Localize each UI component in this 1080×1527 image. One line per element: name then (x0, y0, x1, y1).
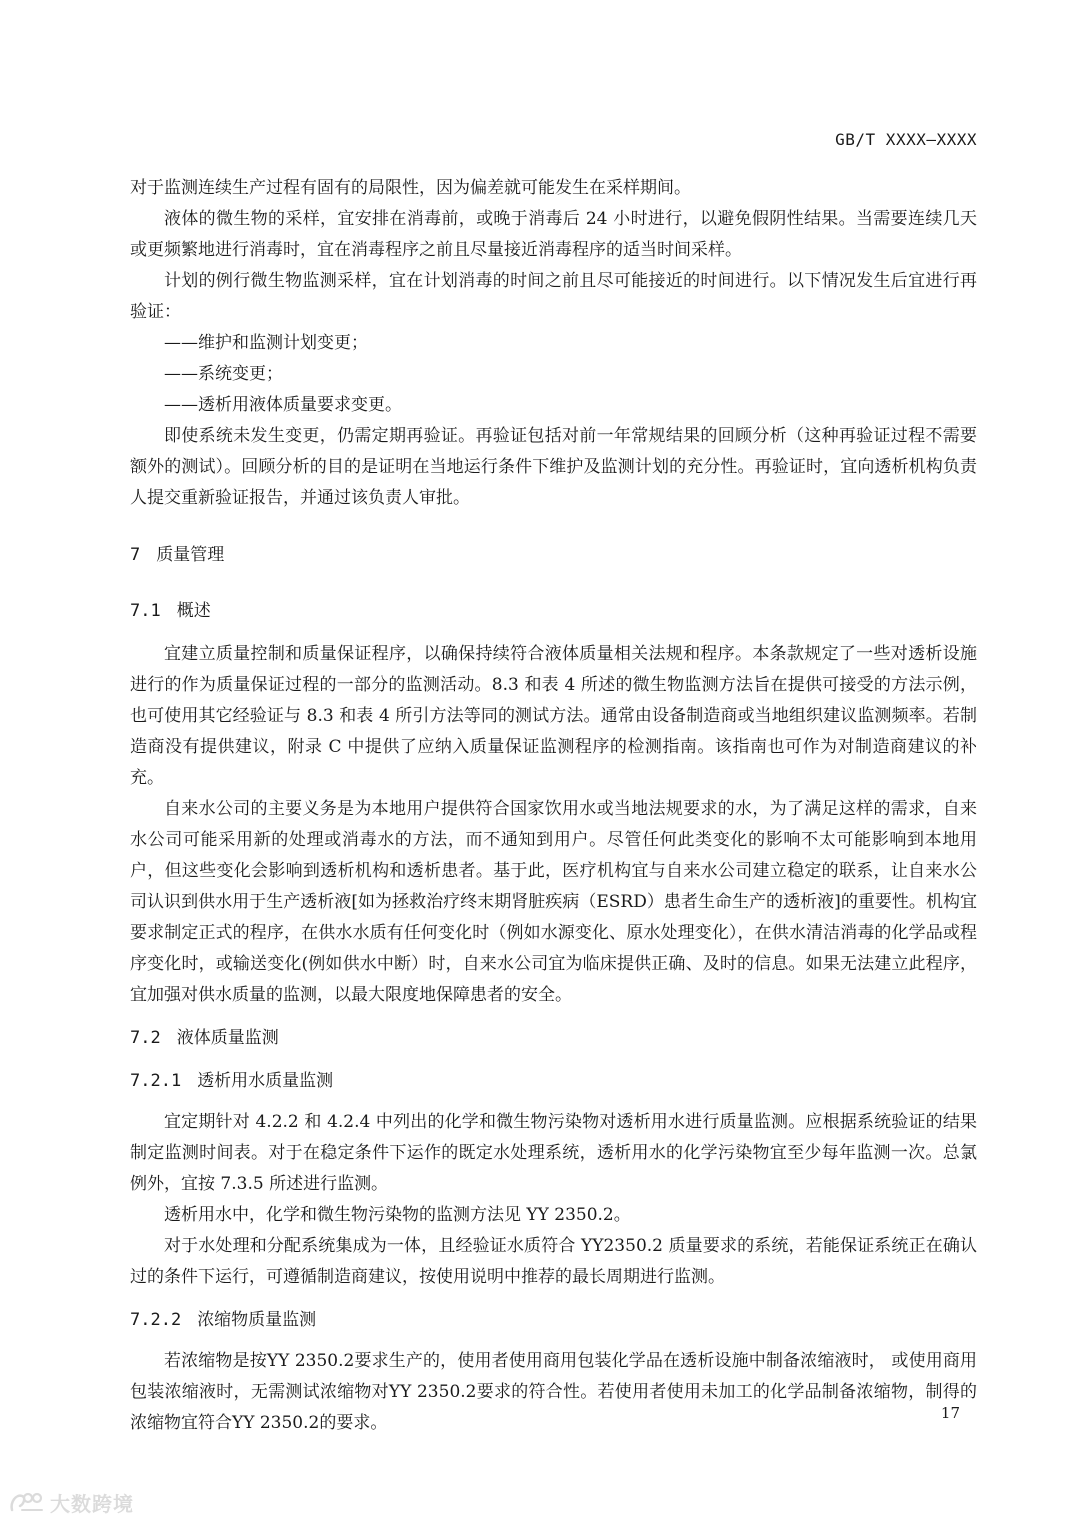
paragraph-integrated-system: 对于水处理和分配系统集成为一体，且经验证水质符合 YY2350.2 质量要求的系统，若能保证系统正在确认过的条件下运行，可遵循制造商建议，按使用说明中推荐的最长周期进行监测。 (130, 1236, 977, 1287)
page-content (130, 173, 977, 1439)
paragraph-planned-sampling: 计划的例行微生物监测采样，宜在计划消毒的时间之前且尽可能接近的时间进行。以下情况发生后宜进行再验证： (130, 271, 977, 322)
watermark (8, 1488, 134, 1517)
standard-number: GB/T XXXX—XXXX (835, 130, 977, 149)
paragraph-continuation: 对于监测连续生产过程有固有的局限性，因为偏差就可能发生在采样期间。 (130, 178, 691, 198)
paragraph-water-company: 自来水公司的主要义务是为本地用户提供符合国家饮用水或当地法规要求的水，为了满足这样的需求，自来水公司可能采用新的处理或消毒水的方法，而不通知到用户。尽管任何此类变化的影响不太可能影响到本地用户，但这些变化会影响到透析机构和透析患者。基于此，医疗机构宜与自来水公司建立稳定的联系，让自来水公司认识到供水用于生产透析液[如为拯救治疗终末期肾脏疾病（ESRD）患者生命生产的透析液]的重要性。机构宜要求制定正式的程序，在供水水质有任何变化时（例如水源变化、原水处理变化），在供水清洁消毒的化学品或程序变化时，或输送变化(例如供水中断）时，自来水公司宜为临床提供正确、及时的信息。如果无法建立此程序，宜加强对供水质量的监测，以最大限度地保障患者的安全。 (130, 799, 977, 1005)
list-item: ——维护和监测计划变更； (164, 333, 368, 353)
section-heading-7-1 (130, 596, 977, 627)
section-number: 7.2 (130, 1028, 161, 1048)
list-item: ——透析用液体质量要求变更。 (164, 395, 402, 415)
section-title: 质量管理 (156, 545, 225, 565)
section-number: 7.1 (130, 601, 161, 621)
paragraph-monitoring-methods: 透析用水中，化学和微生物污染物的监测方法见 YY 2350.2。 (164, 1205, 631, 1225)
paragraph-overview: 宜建立质量控制和质量保证程序，以确保持续符合液体质量相关法规和程序。本条款规定了一些对透析设施进行的作为质量保证过程的一部分的监测活动。8.3 和表 4 所述的微生物监测方法旨在提供可接受的方法示例，也可使用其它经验证与 8.3 和表 4 所引方法等同的测试方法。通常由设备制造商或当地组织建议监测频率。若制造商没有提供建议，附录 C 中提供了应纳入质量保证监测程序的检测指南。该指南也可作为对制造商建议的补充。 (130, 644, 977, 788)
revalidation-list (130, 328, 977, 421)
section-title: 透析用水质量监测 (197, 1071, 334, 1091)
section-title: 液体质量监测 (176, 1028, 279, 1048)
page-number: 17 (940, 1404, 960, 1422)
section-number: 7.2.2 (130, 1310, 182, 1330)
section-heading-7-2-1 (130, 1066, 977, 1097)
paragraph-water-monitoring: 宜定期针对 4.2.2 和 4.2.4 中列出的化学和微生物污染物对透析用水进行质量监测。应根据系统验证的结果制定监测时间表。对于在稳定条件下运作的既定水处理系统，透析用水的化学污染物宜至少每年监测一次。总氯例外，宜按 7.3.5 所述进行监测。 (130, 1112, 977, 1194)
section-title: 概述 (176, 601, 211, 621)
section-number: 7.2.1 (130, 1071, 182, 1091)
section-heading-7-2-2 (130, 1305, 977, 1336)
watermark-logo-icon (8, 1490, 46, 1516)
watermark-text: 大数跨境 (50, 1492, 134, 1516)
paragraph-revalidation: 即使系统未发生变更，仍需定期再验证。再验证包括对前一年常规结果的回顾分析（这种再验证过程不需要额外的测试）。回顾分析的目的是证明在当地运行条件下维护及监测计划的充分性。再验证时，宜向透析机构负责人提交重新验证报告，并通过该负责人审批。 (130, 426, 977, 508)
section-number: 7 (130, 545, 141, 565)
section-title: 浓缩物质量监测 (197, 1310, 317, 1330)
paragraph-concentrate: 若浓缩物是按YY 2350.2要求生产的，使用者使用商用包装化学品在透析设施中制备浓缩液时， 或使用商用包装浓缩液时，无需测试浓缩物对YY 2350.2要求的符合性。若使用者使用未加工的化学品制备浓缩物，制得的浓缩物宜符合YY 2350.2的要求。 (130, 1351, 978, 1433)
list-item: ——系统变更； (164, 364, 283, 384)
section-heading-7 (130, 540, 977, 571)
paragraph-sampling: 液体的微生物的采样，宜安排在消毒前，或晚于消毒后 24 小时进行，以避免假阴性结果。当需要连续几天或更频繁地进行消毒时，宜在消毒程序之前且尽量接近消毒程序的适当时间采样。 (130, 209, 977, 260)
section-heading-7-2 (130, 1023, 977, 1054)
